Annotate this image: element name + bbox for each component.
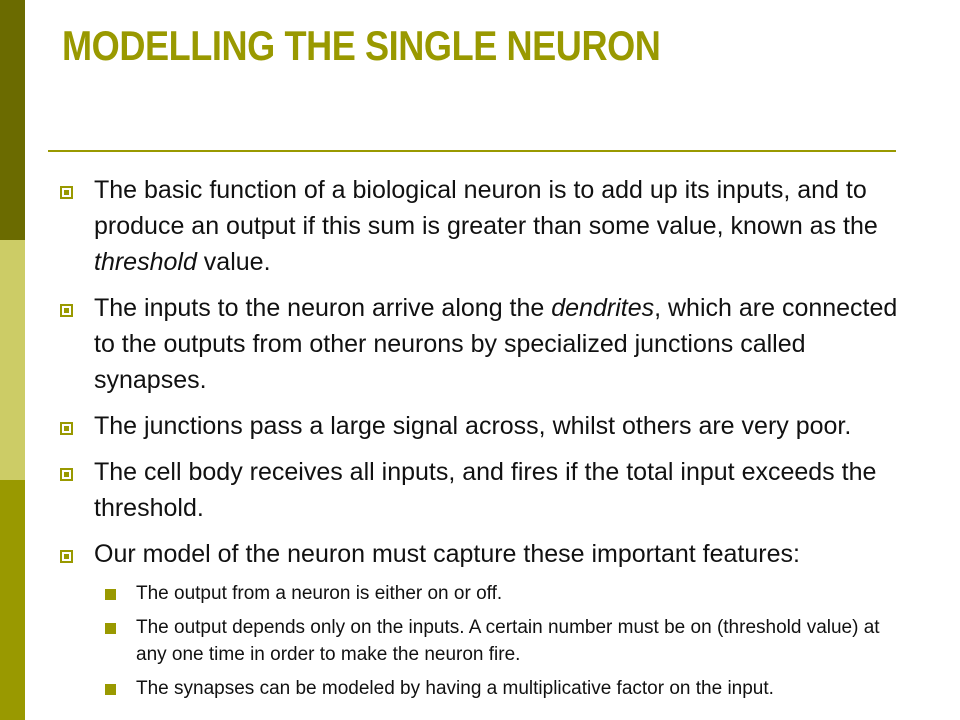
sub-bullet-list: [60, 580, 910, 702]
sidebar-block-dark: [0, 0, 25, 240]
square-bullet-icon: [60, 304, 73, 317]
bullet-text: The inputs to the neuron arrive along the: [94, 294, 552, 322]
sidebar-block-light: [0, 240, 25, 480]
sub-bullet-item: [60, 614, 910, 668]
filled-square-bullet-icon: [105, 589, 116, 600]
sidebar-decoration: [0, 0, 25, 720]
square-bullet-icon: [60, 550, 73, 563]
sub-bullet-text: The synapses can be modeled by having a multiplicative factor on the input.: [136, 678, 774, 699]
square-bullet-icon: [60, 468, 73, 481]
square-bullet-icon: [60, 422, 73, 435]
sub-bullet-item: [60, 675, 910, 702]
bullet-text: The basic function of a biological neuron is to add up its inputs, and to produce an output if this sum is greater than some value, known as the: [94, 176, 878, 240]
filled-square-bullet-icon: [105, 623, 116, 634]
bullet-item: [60, 536, 910, 572]
bullet-italic-term: threshold: [94, 248, 197, 276]
square-bullet-icon: [60, 186, 73, 199]
sub-bullet-text: The output depends only on the inputs. A certain number must be on (threshold value) at any one time in order to make the neuron fire.: [136, 617, 880, 665]
slide-title: MODELLING THE SINGLE NEURON: [62, 22, 661, 69]
filled-square-bullet-icon: [105, 684, 116, 695]
bullet-item: [60, 172, 910, 280]
bullet-item: [60, 290, 910, 398]
title-divider: [48, 150, 896, 152]
sub-bullet-text: The output from a neuron is either on or off.: [136, 583, 503, 604]
sidebar-block-mid: [0, 480, 25, 720]
bullet-text: Our model of the neuron must capture these important features:: [94, 540, 800, 568]
slide-body: [60, 172, 910, 709]
bullet-text: , which are connected to the outputs from other neurons by specialized junctions called synapses.: [94, 294, 898, 394]
bullet-text: The cell body receives all inputs, and fires if the total input exceeds the threshold.: [94, 458, 877, 522]
bullet-item: [60, 454, 910, 526]
bullet-text: value.: [196, 248, 271, 276]
sub-bullet-item: [60, 580, 910, 607]
bullet-italic-term: dendrites: [551, 294, 655, 322]
bullet-item: [60, 408, 910, 444]
bullet-text: The junctions pass a large signal across, whilst others are very poor.: [94, 412, 852, 440]
